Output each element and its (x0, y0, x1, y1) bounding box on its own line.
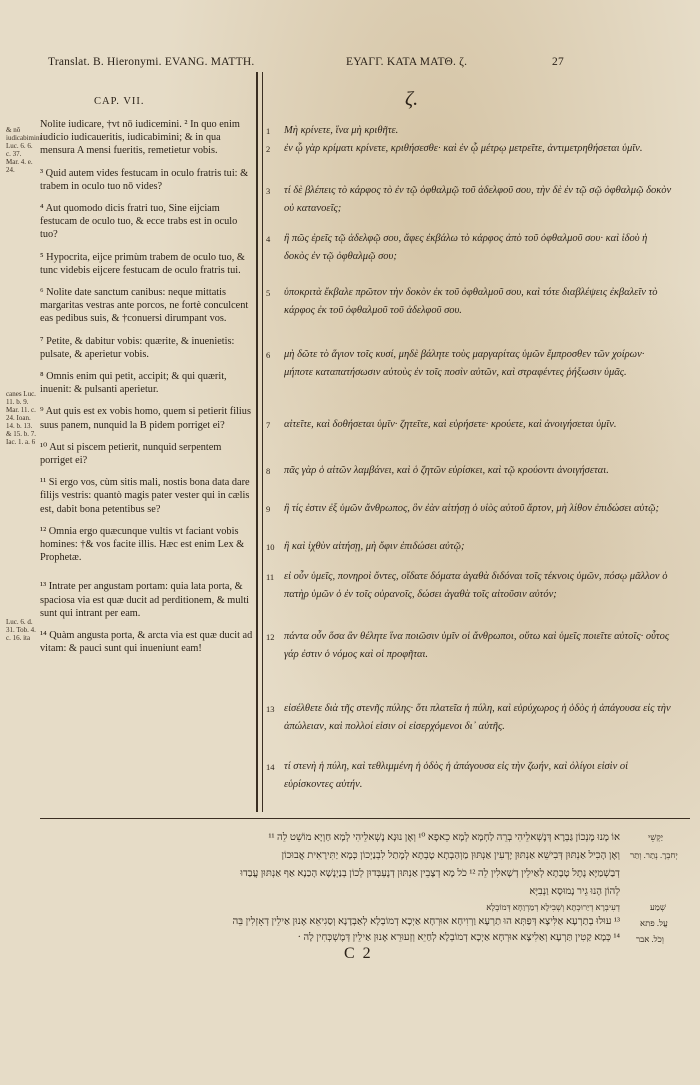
verse-number: 3 (266, 186, 271, 196)
running-head-latin: Translat. B. Hieronymi. EVANG. MATTH. (48, 56, 255, 68)
aramaic-line: דְבַשְׁמַיָּא נֶתֶל טָבָתָא לְאַילֵין דְשָׁאלִין לֵה ¹² כֹל מָא דְצָבֵין אַנְתּוּן דְנֶעְבְּדוּן לְכוֹן בְנַיְנָשָׁא הָכַנָא אַף אַנְתּוּן עֲבַדוּ (240, 868, 620, 879)
aramaic-margin-note: וְכֹל. אבר (636, 934, 664, 944)
latin-verse: ⁵ Hypocrita, eijce primùm trabem de oculo tuo, & tunc videbis eijcere festucam de oculo fratris tui. (40, 251, 245, 276)
verse-number: 11 (266, 572, 275, 582)
verse-text: Μὴ κρίνετε, ἵνα μὴ κριθῆτε. (284, 125, 399, 136)
latin-verse: ¹² Omnia ergo quæcunque vultis vt faciant vobis homines: †& vos facite illis. Hæc est enim Lex & Prophetæ. (40, 525, 245, 564)
footer-rule (40, 818, 690, 819)
verse-text: ἐν ᾧ γὰρ κρίματι κρίνετε, κριθήσεσθε· καὶ ἐν ᾧ μέτρῳ μετρεῖτε, ἀντιμετρηθήσεται ὑμῖν. (284, 143, 643, 154)
aramaic-line: וְאֶן הָכִיל אַנְתּוּן דְּבִישֵׁא אַנְתּוּן יָדְעִין אַנְתּוּן מַוְהַבְתָא טָבְתָא לְמֶתַל לִבְנַיְכוֹן כְּמָא יַתִּירָאִית אֲבוּכוֹן (281, 850, 620, 861)
aramaic-line: ¹³ עוּלוּ בְתַרְעָא אַלִּיצָא דְּפַתְּא הוּ תַרְעָא וַרְוִיחָא אוּרְחָא אַיְכָא דְמוֹבְלָא לְאַבְדָנָא וְסַגִיאֵא אֶנוּן אַילֵין דְאָזְלִין בֵּה (232, 916, 620, 927)
running-head-greek: ΕΥΑΓΓ. ΚΑΤΑ ΜΑΤΘ. ζ. (346, 56, 468, 68)
verse-number: 6 (266, 350, 271, 360)
latin-verse: ⁹ Aut quis est ex vobis homo, quem si petierit filius suus panem, nunquid la B pidem porriget ei? (40, 406, 251, 431)
margin-note: Luc. 6. d. 31. Tob. 4. c. 16. ita (6, 618, 36, 642)
margin-note: canes Luc. 11. b. 9. Mar. 11. c. 24. Ioan. 14. b. 13. & 15. b. 7. Iac. 1. a. 6 (6, 390, 36, 446)
verse-text: ἢ πῶς ἐρεῖς τῷ ἀδελφῷ σου, ἄφες ἐκβάλω τὸ κάρφος ἀπὸ τοῦ ὀφθαλμοῦ σου· καὶ ἰδοὺ ἡ δοκὸς ἐν τῷ ὀφθαλμῷ σου; (284, 233, 648, 262)
greek-chapter-heading: ζ. (405, 88, 419, 110)
latin-verse: ⁴ Aut quomodo dicis fratri tuo, Sine eijciam festucam de oculo tuo, & ecce trabs est in oculo tuo? (40, 203, 238, 241)
verse-text: τί στενὴ ἡ πύλη, καὶ τεθλιμμένη ἡ ὁδὸς ἡ ἀπάγουσα εἰς τὴν ζωήν, καὶ ὀλίγοι εἰσὶν οἱ εὑρίσκοντες αὐτήν. (284, 761, 629, 790)
latin-verse: ¹⁰ Aut si piscem petierit, nunquid serpentem porriget ei? (40, 441, 222, 467)
aramaic-margin-note: שְׁמַע (650, 902, 666, 912)
verse-number: 5 (266, 288, 271, 298)
latin-verse: ⁶ Nolite date sanctum canibus: neque mittatis margaritas vestras ante porcos, ne fortè conculcent eas pedibus suis, & †conuersi dirumpant vos. (40, 287, 249, 325)
latin-verse: ¹³ Intrate per angustam portam: quia lata porta, & spaciosa via est quæ ducit ad perditionem, & multi sunt qui intrant per eam. (40, 581, 250, 619)
aramaic-margin-note: יְחבְרָ. נְתַר. וְתַר (630, 850, 678, 860)
verse-number: 4 (266, 234, 271, 244)
aramaic-margin-note: עֲל. פתא (640, 918, 668, 928)
aramaic-line: דְעִיבְרָא דְיַרוּכְתָא וְשְׁבִילָא דְמַרְוַחָא דְּמוֹבְלָא (486, 902, 620, 912)
verse-number: 12 (266, 632, 275, 642)
latin-verse: ⁷ Petite, & dabitur vobis: quærite, & inuenietis: pulsate, & aperietur vobis. (40, 335, 235, 360)
aramaic-line: אוֹ מָנוּ מֶנְכוֹן גַּבְרָא דְּנֶשְׁאלֵיהִי בְרֵה לַחְמָא לְמָא כֵאפָא ¹⁰ וְאֶן נוּנָא נֶשְׁאלֵיהִי לְמָא חַוְיָא מוֹשֵׁט לֵה ¹¹ (268, 832, 620, 843)
signature-mark: C 2 (344, 945, 373, 962)
verse-text: τί δὲ βλέπεις τὸ κάρφος τὸ ἐν τῷ ὀφθαλμῷ τοῦ ἀδελφοῦ σου, τὴν δὲ ἐν τῷ σῷ ὀφθαλμῷ δοκὸν οὐ κατανοεῖς; (284, 185, 672, 214)
verse-text: ἢ καὶ ἰχθὺν αἰτήσῃ, μὴ ὄφιν ἐπιδώσει αὐτῷ; (284, 541, 465, 552)
verse-text: πᾶς γὰρ ὁ αἰτῶν λαμβάνει, καὶ ὁ ζητῶν εὑρίσκει, καὶ τῷ κρούοντι ἀνοιγήσεται. (284, 465, 609, 476)
verse-text: πάντα οὖν ὅσα ἂν θέλητε ἵνα ποιῶσιν ὑμῖν οἱ ἄνθρωποι, οὕτω καὶ ὑμεῖς ποιεῖτε αὐτοῖς· οὗτος γάρ ἐστιν ὁ νόμος καὶ οἱ προφῆται. (284, 631, 670, 660)
latin-verse: ³ Quid autem vides festucam in oculo fratris tui: & trabem in oculo tuo nō vides? (40, 167, 249, 192)
page-number: 27 (552, 56, 564, 68)
verse-text: αἰτεῖτε, καὶ δοθήσεται ὑμῖν· ζητεῖτε, καὶ εὑρήσετε· κρούετε, καὶ ἀνοιγήσεται ὑμῖν. (284, 419, 617, 430)
latin-verse: ¹¹ Si ergo vos, cùm sitis mali, nostis bona data dare filijs vestris: quantò magis pater vester qui in cælis est, dabit bona petentibus se? (40, 477, 250, 515)
column-divider (256, 72, 258, 812)
verse-number: 1 (266, 126, 271, 136)
latin-verse: ¹⁴ Quàm angusta porta, & arcta via est quæ ducit ad vitam: & pauci sunt qui inueniunt eam! (40, 630, 253, 655)
verse-number: 7 (266, 420, 271, 430)
verse-number: 9 (266, 504, 271, 514)
latin-verse: ⁸ Omnis enim qui petit, accipit; & qui quærit, inuenit: & pulsanti aperietur. (40, 371, 227, 396)
verse-text: μὴ δῶτε τὸ ἅγιον τοῖς κυσί, μηδὲ βάλητε τοὺς μαργαρίτας ὑμῶν ἔμπροσθεν τῶν χοίρων· μήποτε καταπατήσωσιν αὐτοὺς ἐν τοῖς ποσὶν αὐτῶν, καὶ στραφέντες ῥήξωσιν ὑμᾶς. (284, 349, 645, 378)
verse-number: 13 (266, 704, 275, 714)
verse-number: 10 (266, 542, 275, 552)
verse-text: εἰσέλθετε διὰ τῆς στενῆς πύλης· ὅτι πλατεῖα ἡ πύλη, καὶ εὐρύχωρος ἡ ὁδὸς ἡ ἀπάγουσα εἰς τὴν ἀπώλειαν, καὶ πολλοί εἰσιν οἱ εἰσερχόμενοι δι᾽ αὐτῆς. (284, 703, 671, 732)
verse-text: ὑποκριτὰ ἔκβαλε πρῶτον τὴν δοκὸν ἐκ τοῦ ὀφθαλμοῦ σου, καὶ τότε διαβλέψεις ἐκβαλεῖν τὸ κάρφος ἐκ τοῦ ὀφθαλμοῦ τοῦ ἀδελφοῦ σου. (284, 287, 658, 316)
column-divider-thin (262, 72, 263, 812)
aramaic-line: ¹⁴ כְּמָא קַטִין תַּרְעָא וְאַלִיצָא אוּרְחָא אַיְכָא דְמוֹבְלָא לְחַיֵא וְזְעוּרֵא אֶנוּן אַילֵין דְּמֶשְׁכְּחִין לָה · (297, 932, 620, 943)
latin-column (40, 118, 256, 665)
margin-note: & nō iudicabimini Luc. 6. 6. c. 37. Mar. 4. e. 24. (6, 126, 42, 174)
latin-chapter-heading: CAP. VII. (94, 96, 145, 107)
verse-number: 8 (266, 466, 271, 476)
verse-text: εἰ οὖν ὑμεῖς, πονηροὶ ὄντες, οἴδατε δόματα ἀγαθὰ διδόναι τοῖς τέκνοις ὑμῶν, πόσῳ μᾶλλον ὁ πατὴρ ὑμῶν ὁ ἐν τοῖς οὐρανοῖς, δώσει ἀγαθὰ τοῖς αἰτοῦσιν αὐτόν; (284, 571, 668, 600)
verse-number: 14 (266, 762, 275, 772)
latin-verse: Nolite iudicare, †vt nō iudicemini. ² In quo enim iudicio iudicaueritis, iudicabimini; & in qua mensura A mensi fueritis, remetietur vobis. (40, 119, 240, 157)
verse-text: ἢ τίς ἐστιν ἐξ ὑμῶν ἄνθρωπος, ὃν ἐὰν αἰτήσῃ ὁ υἱὸς αὐτοῦ ἄρτον, μὴ λίθον ἐπιδώσει αὐτῷ; (284, 503, 660, 514)
aramaic-line: לְהוֹן הָנוּ גֵיר נָמוּסָא וַנְבִיָּא (529, 886, 620, 897)
aramaic-margin-note: יַקְשֵׁי (648, 832, 664, 842)
verse-number: 2 (266, 144, 271, 154)
